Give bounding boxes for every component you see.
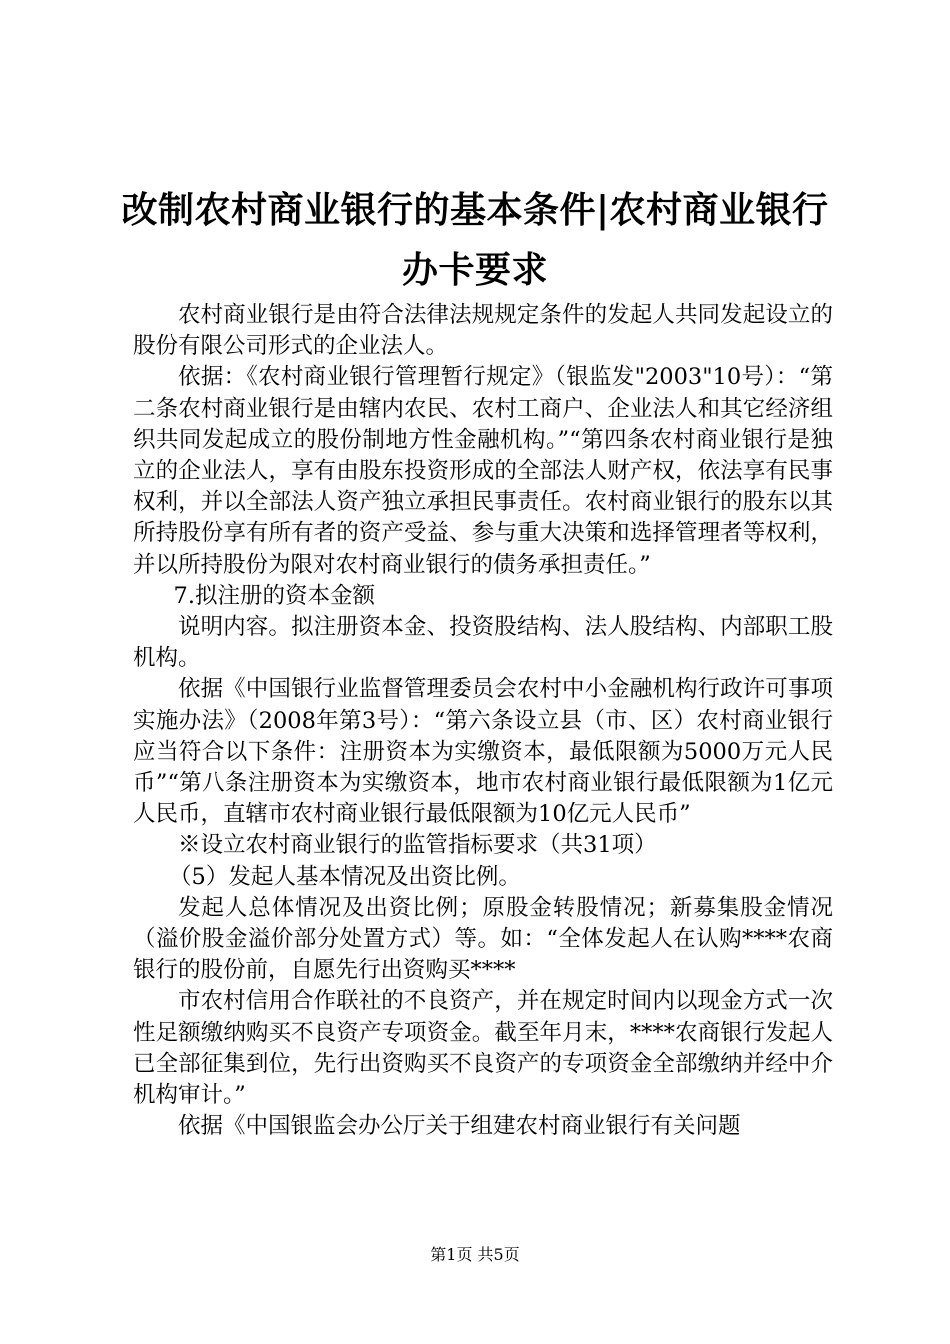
paragraph-basis-cbrc: 依据《中国银监会办公厅关于组建农村商业银行有关问题 <box>178 1113 741 1140</box>
document-body <box>133 300 833 1142</box>
page-footer: 第1页 共5页 <box>430 1245 520 1264</box>
paragraph-bad-assets: 市农村信用合作联社的不良资产，并在规定时间内以现金方式一次性足额缴纳购买不良资产专项资金。截至年月末，****农商银行发起人已全部征集到位，先行出资购买不良资产的专项资金全部缴纳并经中介机构审计。” <box>133 988 833 1109</box>
document-title-line-1: 改制农村商业银行的基本条件|农村商业银行 <box>121 189 829 231</box>
paragraph-basis-licensing: 依据《中国银行业监督管理委员会农村中小金融机构行政许可事项实施办法》（2008年第3号）：“第六条设立县（市、区）农村商业银行应当符合以下条件：注册资本为实缴资本，最低限额为5000万元人民币”“第八条注册资本为实缴资本，地市农村商业银行最低限额为1亿元人民币，直辖市农村商业银行最低限额为10亿元人民币” <box>133 676 833 828</box>
section-heading-promoters: （5）发起人基本情况及出资比例。 <box>169 863 521 890</box>
section-heading-registered-capital: 7.拟注册的资本金额 <box>173 582 375 609</box>
paragraph-supervision-indicators: ※设立农村商业银行的监管指标要求（共31项） <box>178 832 657 859</box>
paragraph-promoter-details: 发起人总体情况及出资比例；原股金转股情况；新募集股金情况（溢价股金溢价部分处置方式）等。如：“全体发起人在认购****农商银行的股份前，自愿先行出资购买**** <box>133 894 833 984</box>
paragraph-explanation: 说明内容。拟注册资本金、投资股结构、法人股结构、内部职工股机构。 <box>133 614 833 672</box>
paragraph-basis-regulation: 依据：《农村商业银行管理暂行规定》（银监发"2003"10号）：“第二条农村商业银行是由辖内农民、农村工商户、企业法人和其它经济组织共同发起成立的股份制地方性金融机构。”“第四条农村商业银行是独立的企业法人，享有由股东投资形成的全部法人财产权，依法享有民事权利，并以全部法人资产独立承担民事责任。农村商业银行的股东以其所持股份享有所有者的资产受益、参与重大决策和选择管理者等权利，并以所持股份为限对农村商业银行的债务承担责任。” <box>133 364 833 578</box>
document-title-line-2: 办卡要求 <box>401 249 548 291</box>
paragraph-definition: 农村商业银行是由符合法律法规规定条件的发起人共同发起设立的股份有限公司形式的企业法人。 <box>133 302 833 360</box>
